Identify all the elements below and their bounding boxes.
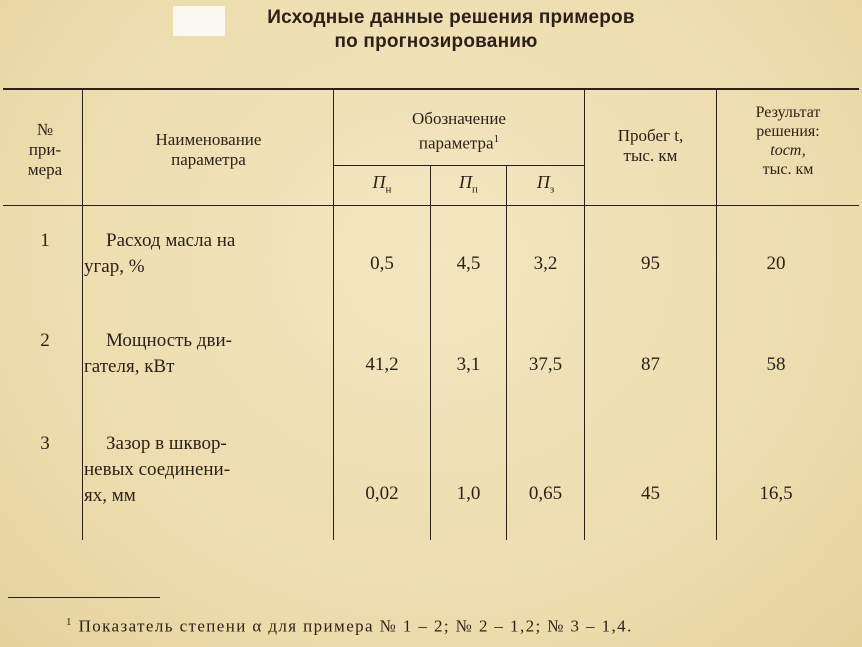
row-mileage: 87 (641, 354, 660, 375)
symbol-base: П (372, 172, 386, 192)
name-line: Расход масла на (106, 230, 236, 251)
header-text: Пробег t, (617, 126, 684, 145)
row-result: 58 (766, 354, 786, 375)
header-text: тыс. км (623, 146, 678, 165)
header-text: параметра (171, 150, 246, 169)
symbol-subscript: п (472, 183, 478, 196)
header-text: тыс. км (762, 161, 814, 178)
header-text: мера (27, 160, 63, 179)
header-text: № (36, 120, 54, 139)
column-divider (333, 90, 334, 540)
name-line: угар, % (84, 256, 145, 277)
footnote-mark: 1 (66, 616, 73, 628)
footnote (66, 616, 633, 637)
header-result (717, 103, 859, 179)
row-parameter-name (84, 431, 324, 509)
row-mileage: 45 (641, 483, 660, 504)
table-header-rule (3, 205, 859, 206)
header-text: Результат (755, 104, 821, 121)
symbol-subscript: з (549, 183, 555, 196)
row-parameter-name (84, 228, 324, 280)
row-number: 3 (40, 433, 50, 454)
row-value-pn: 0,5 (370, 253, 394, 274)
row-mileage: 95 (641, 253, 660, 274)
name-line: невых соединени- (84, 459, 231, 480)
header-parameter-name (84, 130, 333, 170)
row-value-pz: 3,2 (533, 253, 558, 274)
header-example-number (8, 120, 82, 180)
header-text: при- (28, 140, 62, 159)
header-text: решения: (756, 123, 820, 140)
symbol-base: П (459, 172, 473, 192)
row-value-pn: 0,02 (365, 483, 399, 504)
row-number: 1 (40, 230, 50, 251)
designation-subheader-rule (333, 165, 584, 166)
row-value-pn: 41,2 (365, 354, 399, 375)
table-title (0, 6, 862, 54)
footnote-reference: 1 (493, 133, 500, 145)
header-text: Наименование (155, 130, 262, 149)
row-number: 2 (40, 330, 50, 351)
symbol-subscript: н (385, 183, 392, 196)
header-mileage (585, 126, 716, 166)
column-divider (82, 90, 83, 540)
row-value-pp: 3,1 (456, 354, 481, 375)
symbol-pp (431, 172, 506, 196)
name-line: ях, мм (84, 485, 136, 506)
row-value-pz: 0,65 (528, 483, 563, 504)
name-line: гателя, кВт (84, 356, 175, 377)
name-line: Зазор в шквор- (106, 433, 227, 454)
title-line-2: по прогнозированию (334, 31, 538, 52)
row-result: 20 (766, 253, 786, 274)
header-text: tост, (770, 142, 806, 159)
name-line: Мощность дви- (106, 330, 232, 351)
symbol-pn (334, 172, 430, 196)
header-text: Обозначение (412, 109, 506, 128)
row-value-pp: 4,5 (456, 253, 481, 274)
row-value-pz: 37,5 (528, 354, 563, 375)
header-parameter-designation (334, 109, 584, 154)
row-value-pp: 1,0 (456, 483, 481, 504)
footnote-rule (8, 597, 160, 598)
title-line-1: Исходные данные решения примеров (267, 7, 635, 28)
row-parameter-name (84, 328, 324, 380)
header-text: параметра (418, 133, 494, 153)
symbol-pz (507, 172, 584, 196)
row-result: 16,5 (759, 483, 793, 504)
symbol-base: П (536, 172, 550, 192)
table-top-rule (3, 88, 859, 90)
footnote-text: Показатель степени α для примера № 1 – 2; № 2 – 1,2; № 3 – 1,4. (78, 616, 633, 636)
